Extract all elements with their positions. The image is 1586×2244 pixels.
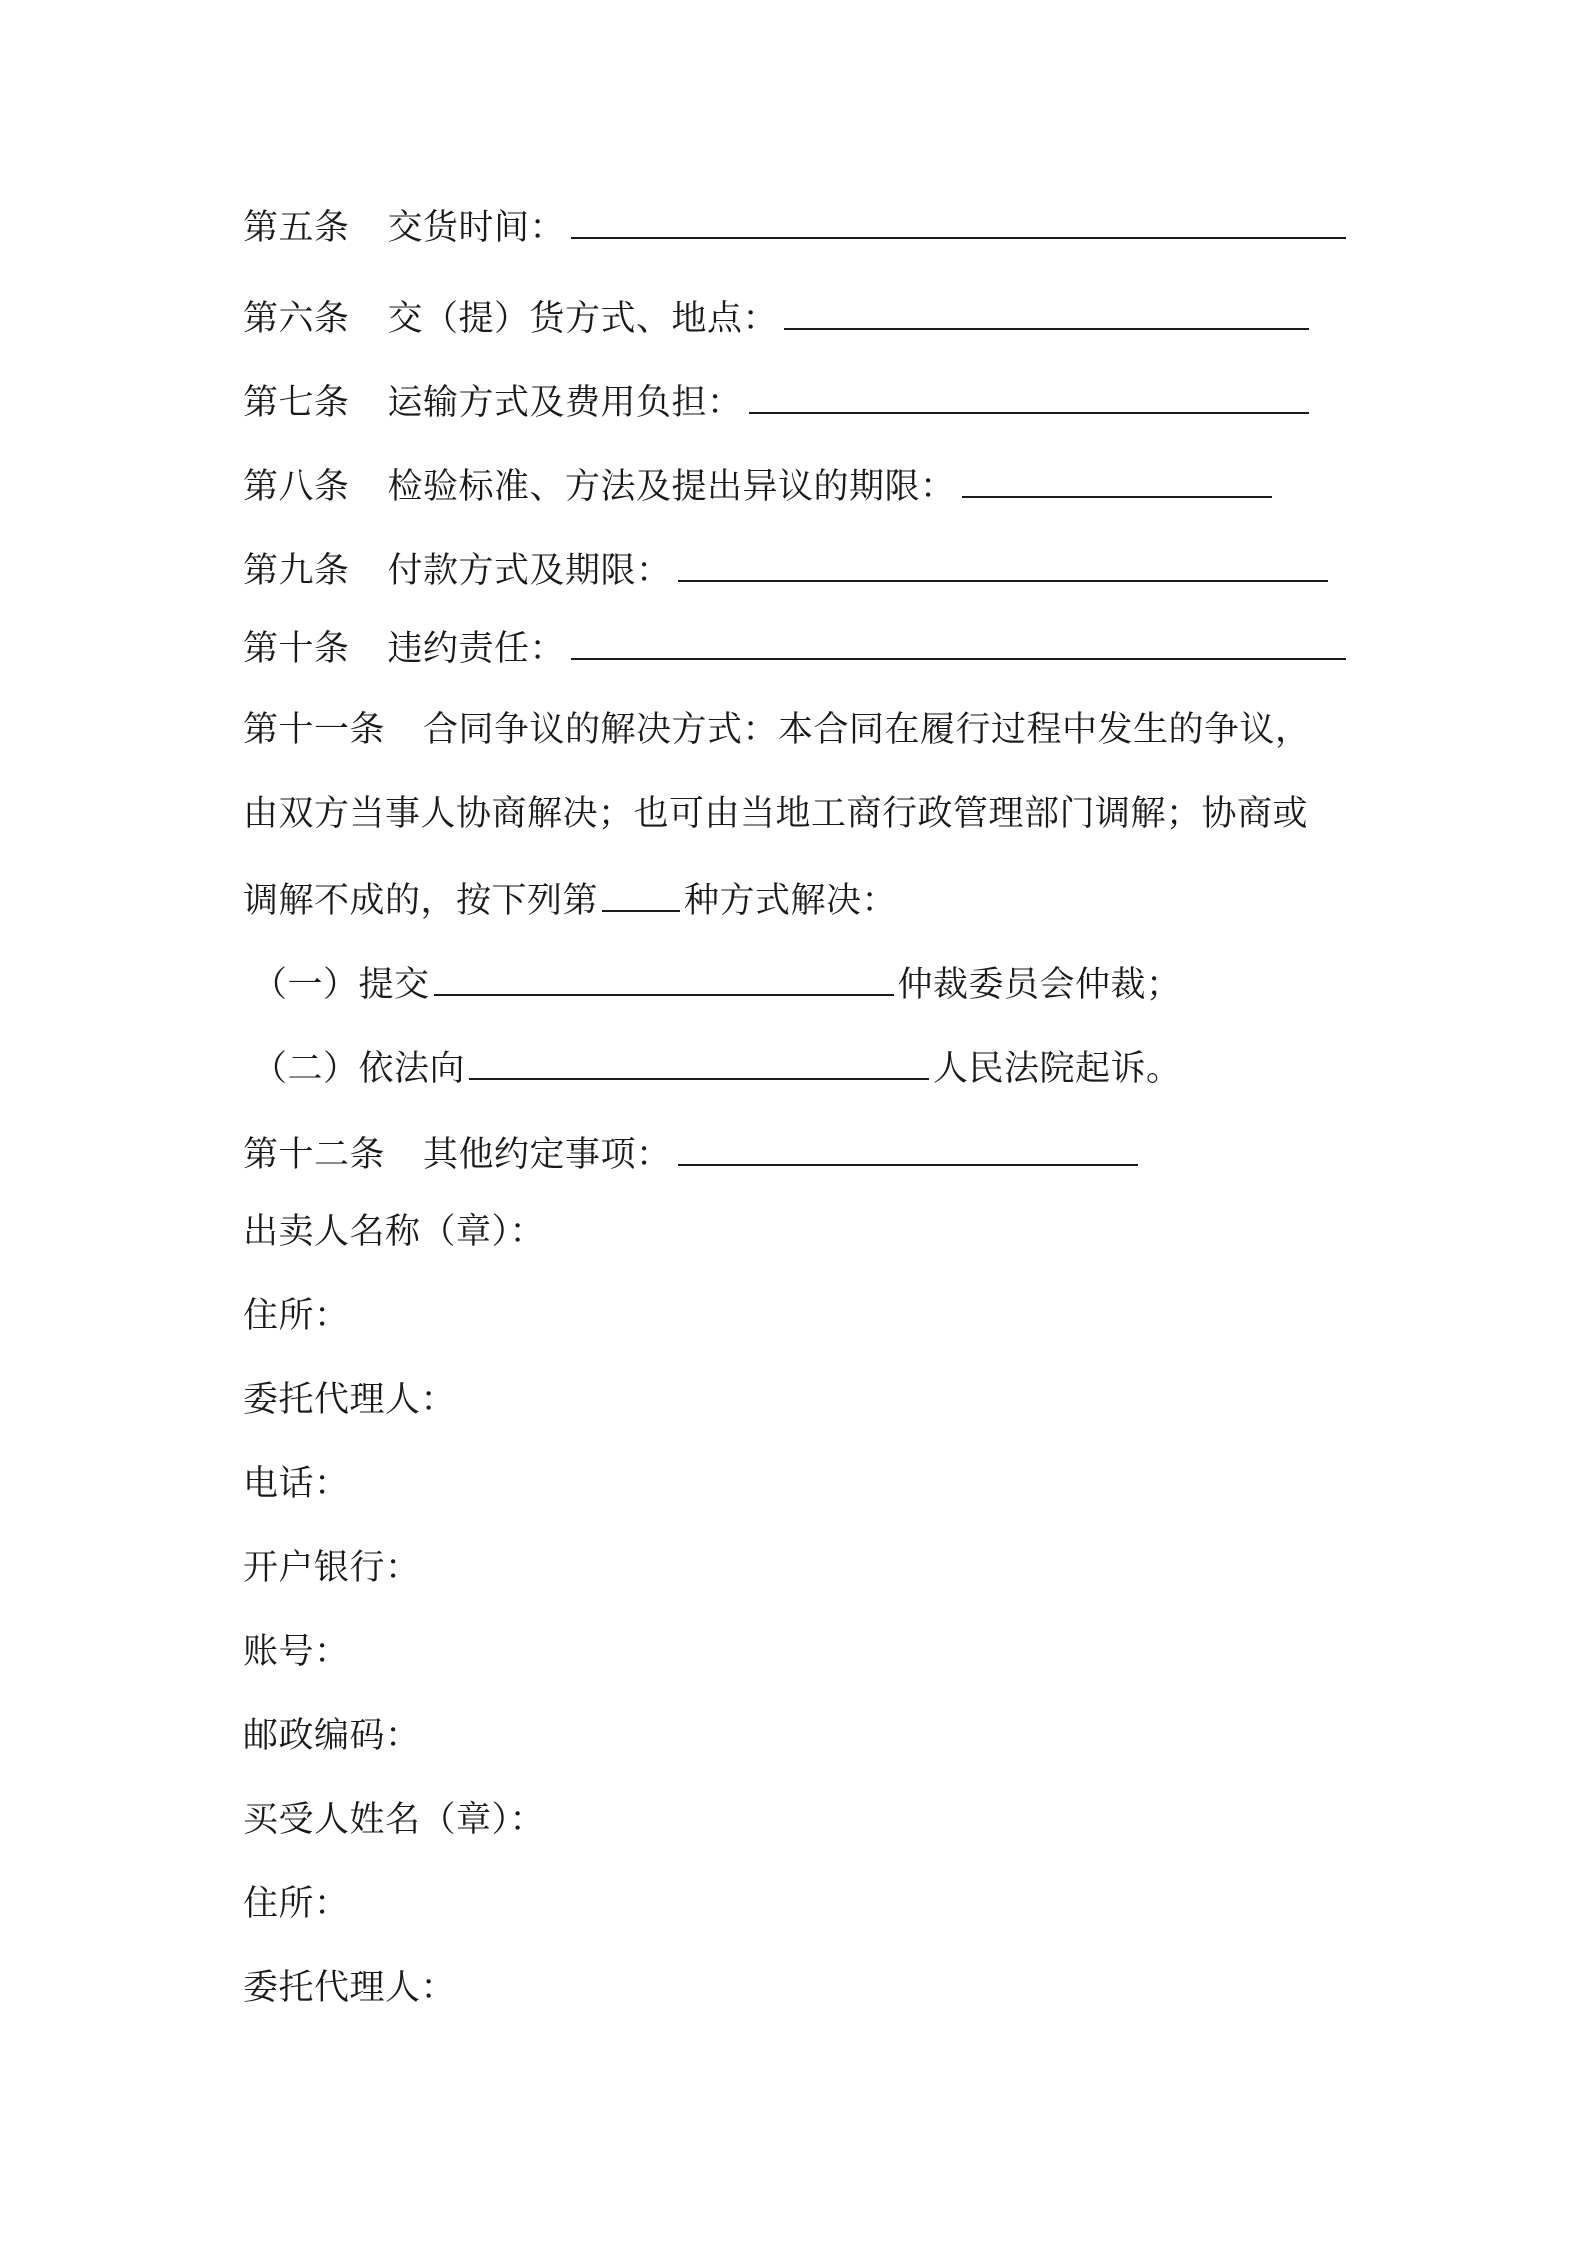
seller-address-field xyxy=(243,1294,350,1338)
article-label: 交货时间： xyxy=(387,208,566,248)
option-text: 人民法院起诉。 xyxy=(933,1049,1182,1089)
article-7 xyxy=(243,378,1309,425)
article-number: 第十条 xyxy=(243,629,350,669)
article-6 xyxy=(243,294,1309,341)
article-number: 第六条 xyxy=(243,299,350,339)
article-label: 其他约定事项： xyxy=(423,1135,672,1175)
article-11-line-3 xyxy=(243,876,897,923)
option-text: （一）提交 xyxy=(252,965,430,1005)
article-text: 由双方当事人协商解决；也可由当地工商行政管理部门调解；协商或 xyxy=(243,794,1309,834)
article-text: 合同争议的解决方式：本合同在履行过程中发生的争议， xyxy=(423,710,1311,750)
option-court xyxy=(252,1044,1182,1091)
article-number: 第五条 xyxy=(243,208,350,248)
buyer-agent-field xyxy=(243,1966,456,2010)
field-label: 住所： xyxy=(243,1296,350,1336)
fill-blank[interactable] xyxy=(678,546,1328,582)
article-number: 第九条 xyxy=(243,551,350,591)
field-label: 住所： xyxy=(243,1884,350,1924)
article-number: 第八条 xyxy=(243,467,350,507)
field-label: 电话： xyxy=(243,1464,350,1504)
article-label: 运输方式及费用负担： xyxy=(387,383,743,423)
field-label: 账号： xyxy=(243,1632,350,1672)
fill-blank[interactable] xyxy=(571,203,1346,239)
arbitration-committee-blank[interactable] xyxy=(434,960,894,996)
buyer-address-field xyxy=(243,1882,350,1926)
article-8 xyxy=(243,462,1272,509)
fill-blank[interactable] xyxy=(749,378,1309,414)
article-text: 种方式解决： xyxy=(684,881,898,921)
seller-name-field xyxy=(243,1210,545,1254)
article-label: 付款方式及期限： xyxy=(387,551,672,591)
article-11-line-2 xyxy=(243,792,1308,836)
fill-blank[interactable] xyxy=(962,462,1272,498)
seller-bank-field xyxy=(243,1546,421,1590)
fill-blank[interactable] xyxy=(784,294,1309,330)
seller-phone-field xyxy=(243,1462,350,1506)
option-text: （二）依法向 xyxy=(252,1049,466,1089)
article-number: 第十一条 xyxy=(243,710,386,750)
method-number-blank[interactable] xyxy=(602,876,680,912)
article-text: 调解不成的，按下列第 xyxy=(243,881,599,921)
field-label: 委托代理人： xyxy=(243,1968,457,2008)
seller-postcode-field xyxy=(243,1714,421,1758)
buyer-name-field xyxy=(243,1798,545,1842)
fill-blank[interactable] xyxy=(678,1130,1138,1166)
article-number: 第七条 xyxy=(243,383,350,423)
field-label: 开户银行： xyxy=(243,1548,421,1588)
article-12 xyxy=(243,1130,1138,1177)
article-label: 交（提）货方式、地点： xyxy=(387,299,779,339)
seller-account-field xyxy=(243,1630,350,1674)
seller-agent-field xyxy=(243,1378,456,1422)
article-number: 第十二条 xyxy=(243,1135,386,1175)
article-11-line-1 xyxy=(243,708,1311,752)
article-label: 违约责任： xyxy=(387,629,566,669)
option-arbitration xyxy=(252,960,1182,1007)
field-label: 邮政编码： xyxy=(243,1716,421,1756)
article-10 xyxy=(243,624,1346,671)
field-label: 出卖人名称（章）： xyxy=(243,1212,546,1252)
article-5 xyxy=(243,203,1346,250)
field-label: 委托代理人： xyxy=(243,1380,457,1420)
article-label: 检验标准、方法及提出异议的期限： xyxy=(387,467,956,507)
court-name-blank[interactable] xyxy=(469,1044,929,1080)
field-label: 买受人姓名（章）： xyxy=(243,1800,546,1840)
option-text: 仲裁委员会仲裁； xyxy=(897,965,1182,1005)
fill-blank[interactable] xyxy=(571,624,1346,660)
article-9 xyxy=(243,546,1328,593)
